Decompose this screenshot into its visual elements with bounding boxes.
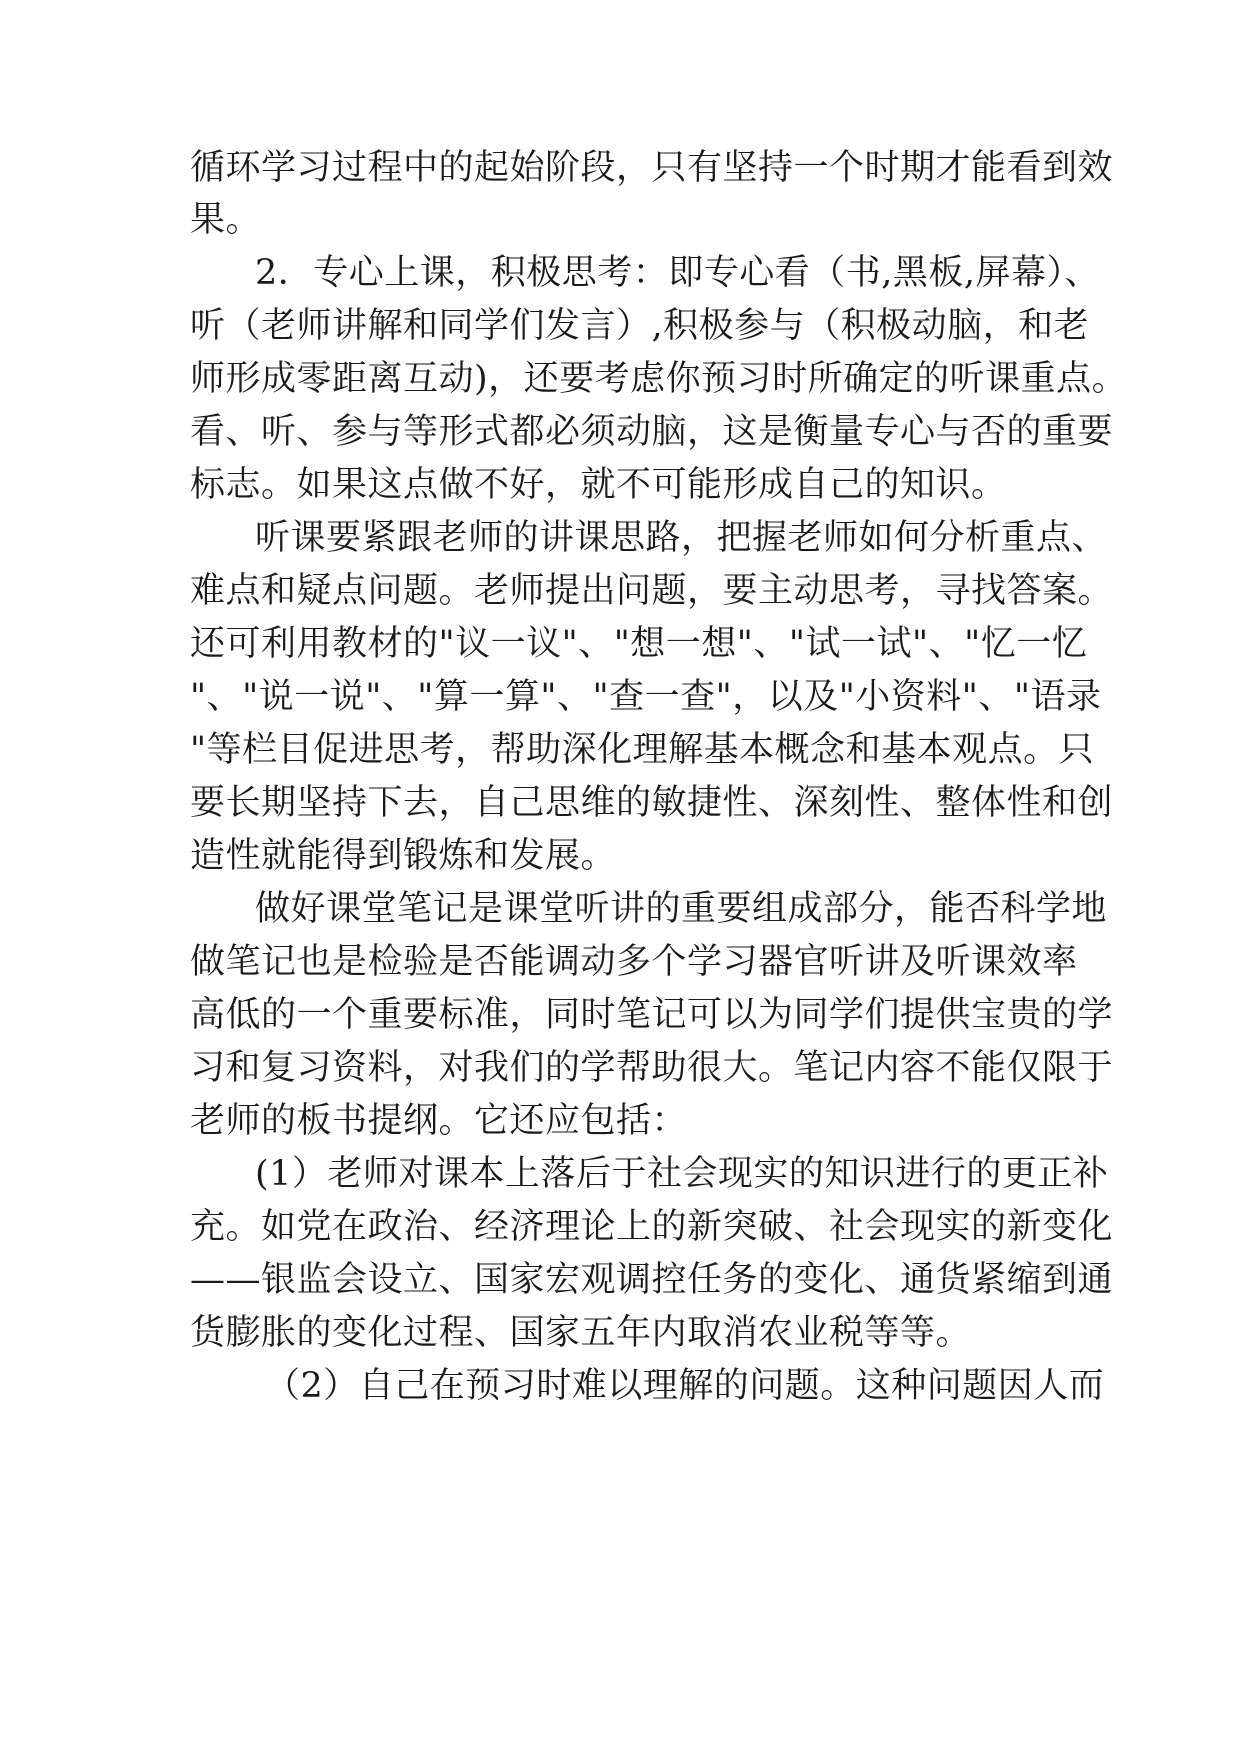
text-line: 货膨胀的变化过程、国家五年内取消农业税等等。 [190,1313,972,1353]
text-line: 做好课堂笔记是课堂听讲的重要组成部分，能否科学地 [255,889,1108,929]
text-line: 高低的一个重要标准，同时笔记可以为同学们提供宝贵的学 [190,995,1114,1035]
text-line: 标志。如果这点做不好，就不可能形成自己的知识。 [190,465,1007,505]
text-line: 要长期坚持下去，自己思维的敏捷性、深刻性、整体性和创 [190,783,1114,823]
text-line: 看、听、参与等形式都必须动脑，这是衡量专心与否的重要 [190,412,1114,452]
text-line: (1）老师对课本上落后于社会现实的知识进行的更正补 [255,1154,1109,1194]
text-line: 师形成零距离互动)，还要考虑你预习时所确定的听课重点。 [190,359,1128,399]
text-line: 还可利用教材的"议一议"、"想一想"、"试一试"、"忆一忆 [190,624,1088,664]
text-line: 2．专心上课，积极思考：即专心看（书,黑板,屏幕）、 [255,253,1101,293]
text-line: "等栏目促进思考，帮助深化理解基本概念和基本观点。只 [190,730,1095,770]
text-line: （2）自己在预习时难以理解的问题。这种问题因人而 [265,1366,1105,1406]
text-line: 做笔记也是检验是否能调动多个学习器官听讲及听课效率 [190,942,1078,982]
text-line: 造性就能得到锻炼和发展。 [190,836,617,876]
text-line: ——银监会设立、国家宏观调控任务的变化、通货紧缩到通 [190,1260,1114,1300]
text-line: 果。 [190,200,262,240]
text-line: 难点和疑点问题。老师提出问题，要主动思考，寻找答案。 [190,571,1114,611]
text-line: 老师的板书提纲。它还应包括： [190,1101,688,1141]
text-line: 听课要紧跟老师的讲课思路，把握老师如何分析重点、 [255,518,1108,558]
text-line: 循环学习过程中的起始阶段，只有坚持一个时期才能看到效 [190,148,1114,188]
text-line: "、"说一说"、"算一算"、"查一查"，以及"小资料"、"语录 [190,677,1102,717]
text-line: 听（老师讲解和同学们发言）,积极参与（积极动脑，和老 [190,306,1090,346]
text-line: 充。如党在政治、经济理论上的新突破、社会现实的新变化 [190,1207,1114,1247]
text-line: 习和复习资料，对我们的学帮助很大。笔记内容不能仅限于 [190,1048,1114,1088]
